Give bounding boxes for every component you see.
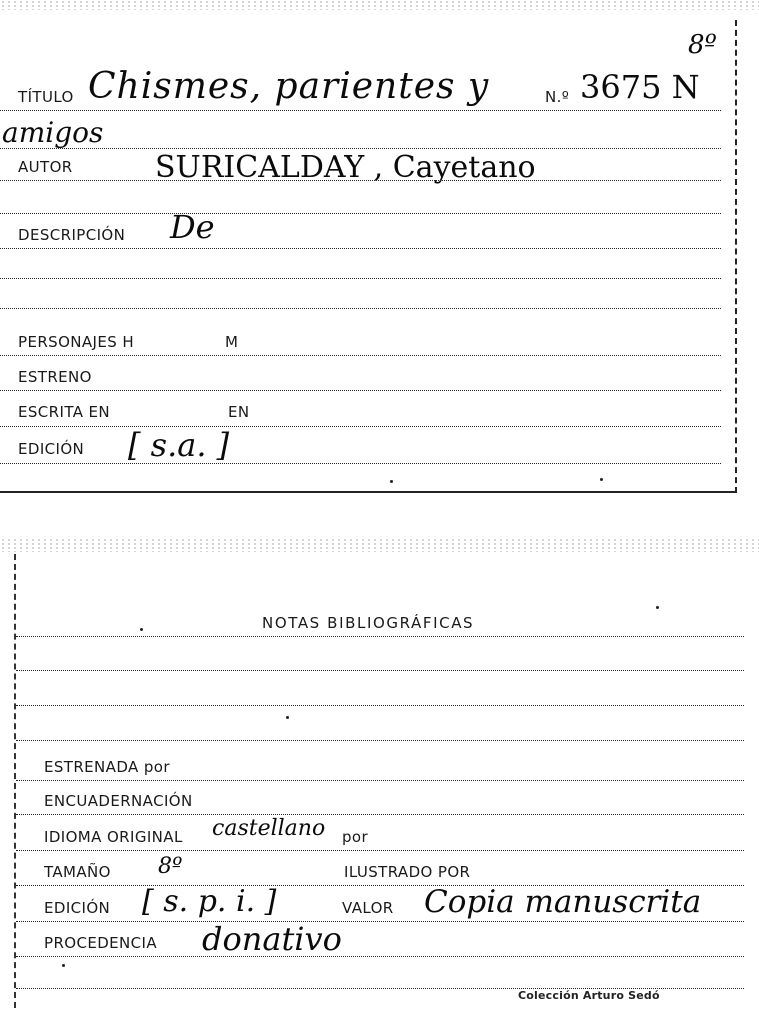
edicion-value: [ s. p. i. ] [142, 884, 277, 919]
scan-speck [656, 606, 659, 609]
por-label: por [342, 828, 369, 846]
idioma-label: IDIOMA ORIGINAL [44, 828, 183, 846]
numero-value: 3675 N [580, 68, 700, 106]
descripcion-rule [0, 248, 721, 249]
card-edge [0, 491, 737, 493]
procedencia-rule [16, 956, 744, 957]
autor-rule [0, 180, 721, 181]
estreno-label: ESTRENO [18, 368, 92, 386]
procedencia-value: donativo [202, 920, 342, 958]
blank-rule [0, 308, 721, 309]
tamano-value: 8º [158, 854, 183, 879]
scan-speck [140, 628, 143, 631]
catalog-card-back [0, 540, 748, 1018]
personajes-rule [0, 355, 721, 356]
format-mark: 8º [688, 30, 717, 60]
titulo-label: TÍTULO [18, 88, 74, 106]
notas-rule [16, 636, 744, 637]
titulo-continued-rule [0, 148, 721, 149]
estrenada-rule [16, 780, 744, 781]
titulo-value-continued: amigos [2, 116, 104, 149]
encuadernacion-label: ENCUADERNACIÓN [44, 792, 193, 810]
catalog-card-front [0, 8, 737, 493]
en-label: EN [228, 403, 250, 421]
blank-rule [16, 705, 744, 706]
descripcion-label: DESCRIPCIÓN [18, 226, 126, 244]
edicion-rule [0, 463, 721, 464]
card-edge [735, 20, 737, 493]
encuadernacion-rule [16, 814, 744, 815]
autor-value: SURICALDAY , Cayetano [155, 150, 536, 185]
blank-rule [0, 213, 721, 214]
idioma-rule [16, 850, 744, 851]
blank-rule [0, 278, 721, 279]
personajes-label: PERSONAJES H [18, 333, 135, 351]
autor-label: AUTOR [18, 158, 73, 176]
edicion-rule [16, 921, 744, 922]
card-edge [14, 554, 16, 1008]
scan-speck [62, 964, 65, 967]
escrita-en-label: ESCRITA EN [18, 403, 111, 421]
edicion-label: EDICIÓN [44, 899, 111, 917]
collection-stamp: Colección Arturo Sedó [518, 989, 660, 1002]
escrita-rule [0, 426, 721, 427]
scan-speck [600, 478, 603, 481]
tamano-label: TAMAÑO [44, 863, 111, 881]
titulo-rule [0, 110, 721, 111]
blank-rule [16, 670, 744, 671]
ilustrado-label: ILUSTRADO POR [344, 863, 471, 881]
edicion-value: [ s.a. ] [128, 426, 230, 464]
estrenada-label: ESTRENADA por [44, 758, 170, 776]
personajes-m-label: M [225, 333, 239, 351]
notas-heading: NOTAS BIBLIOGRÁFICAS [262, 614, 475, 632]
procedencia-label: PROCEDENCIA [44, 934, 158, 952]
valor-value: Copia manuscrita [424, 884, 702, 920]
edicion-label: EDICIÓN [18, 440, 85, 458]
titulo-value: Chismes, parientes y [88, 66, 490, 107]
idioma-value: castellano [212, 816, 326, 841]
numero-label: N.º [545, 88, 570, 106]
estreno-rule [0, 390, 721, 391]
scan-speck [390, 480, 393, 483]
descripcion-value: De [170, 208, 215, 246]
scan-speck [286, 716, 289, 719]
valor-label: VALOR [342, 899, 394, 917]
blank-rule [16, 740, 744, 741]
